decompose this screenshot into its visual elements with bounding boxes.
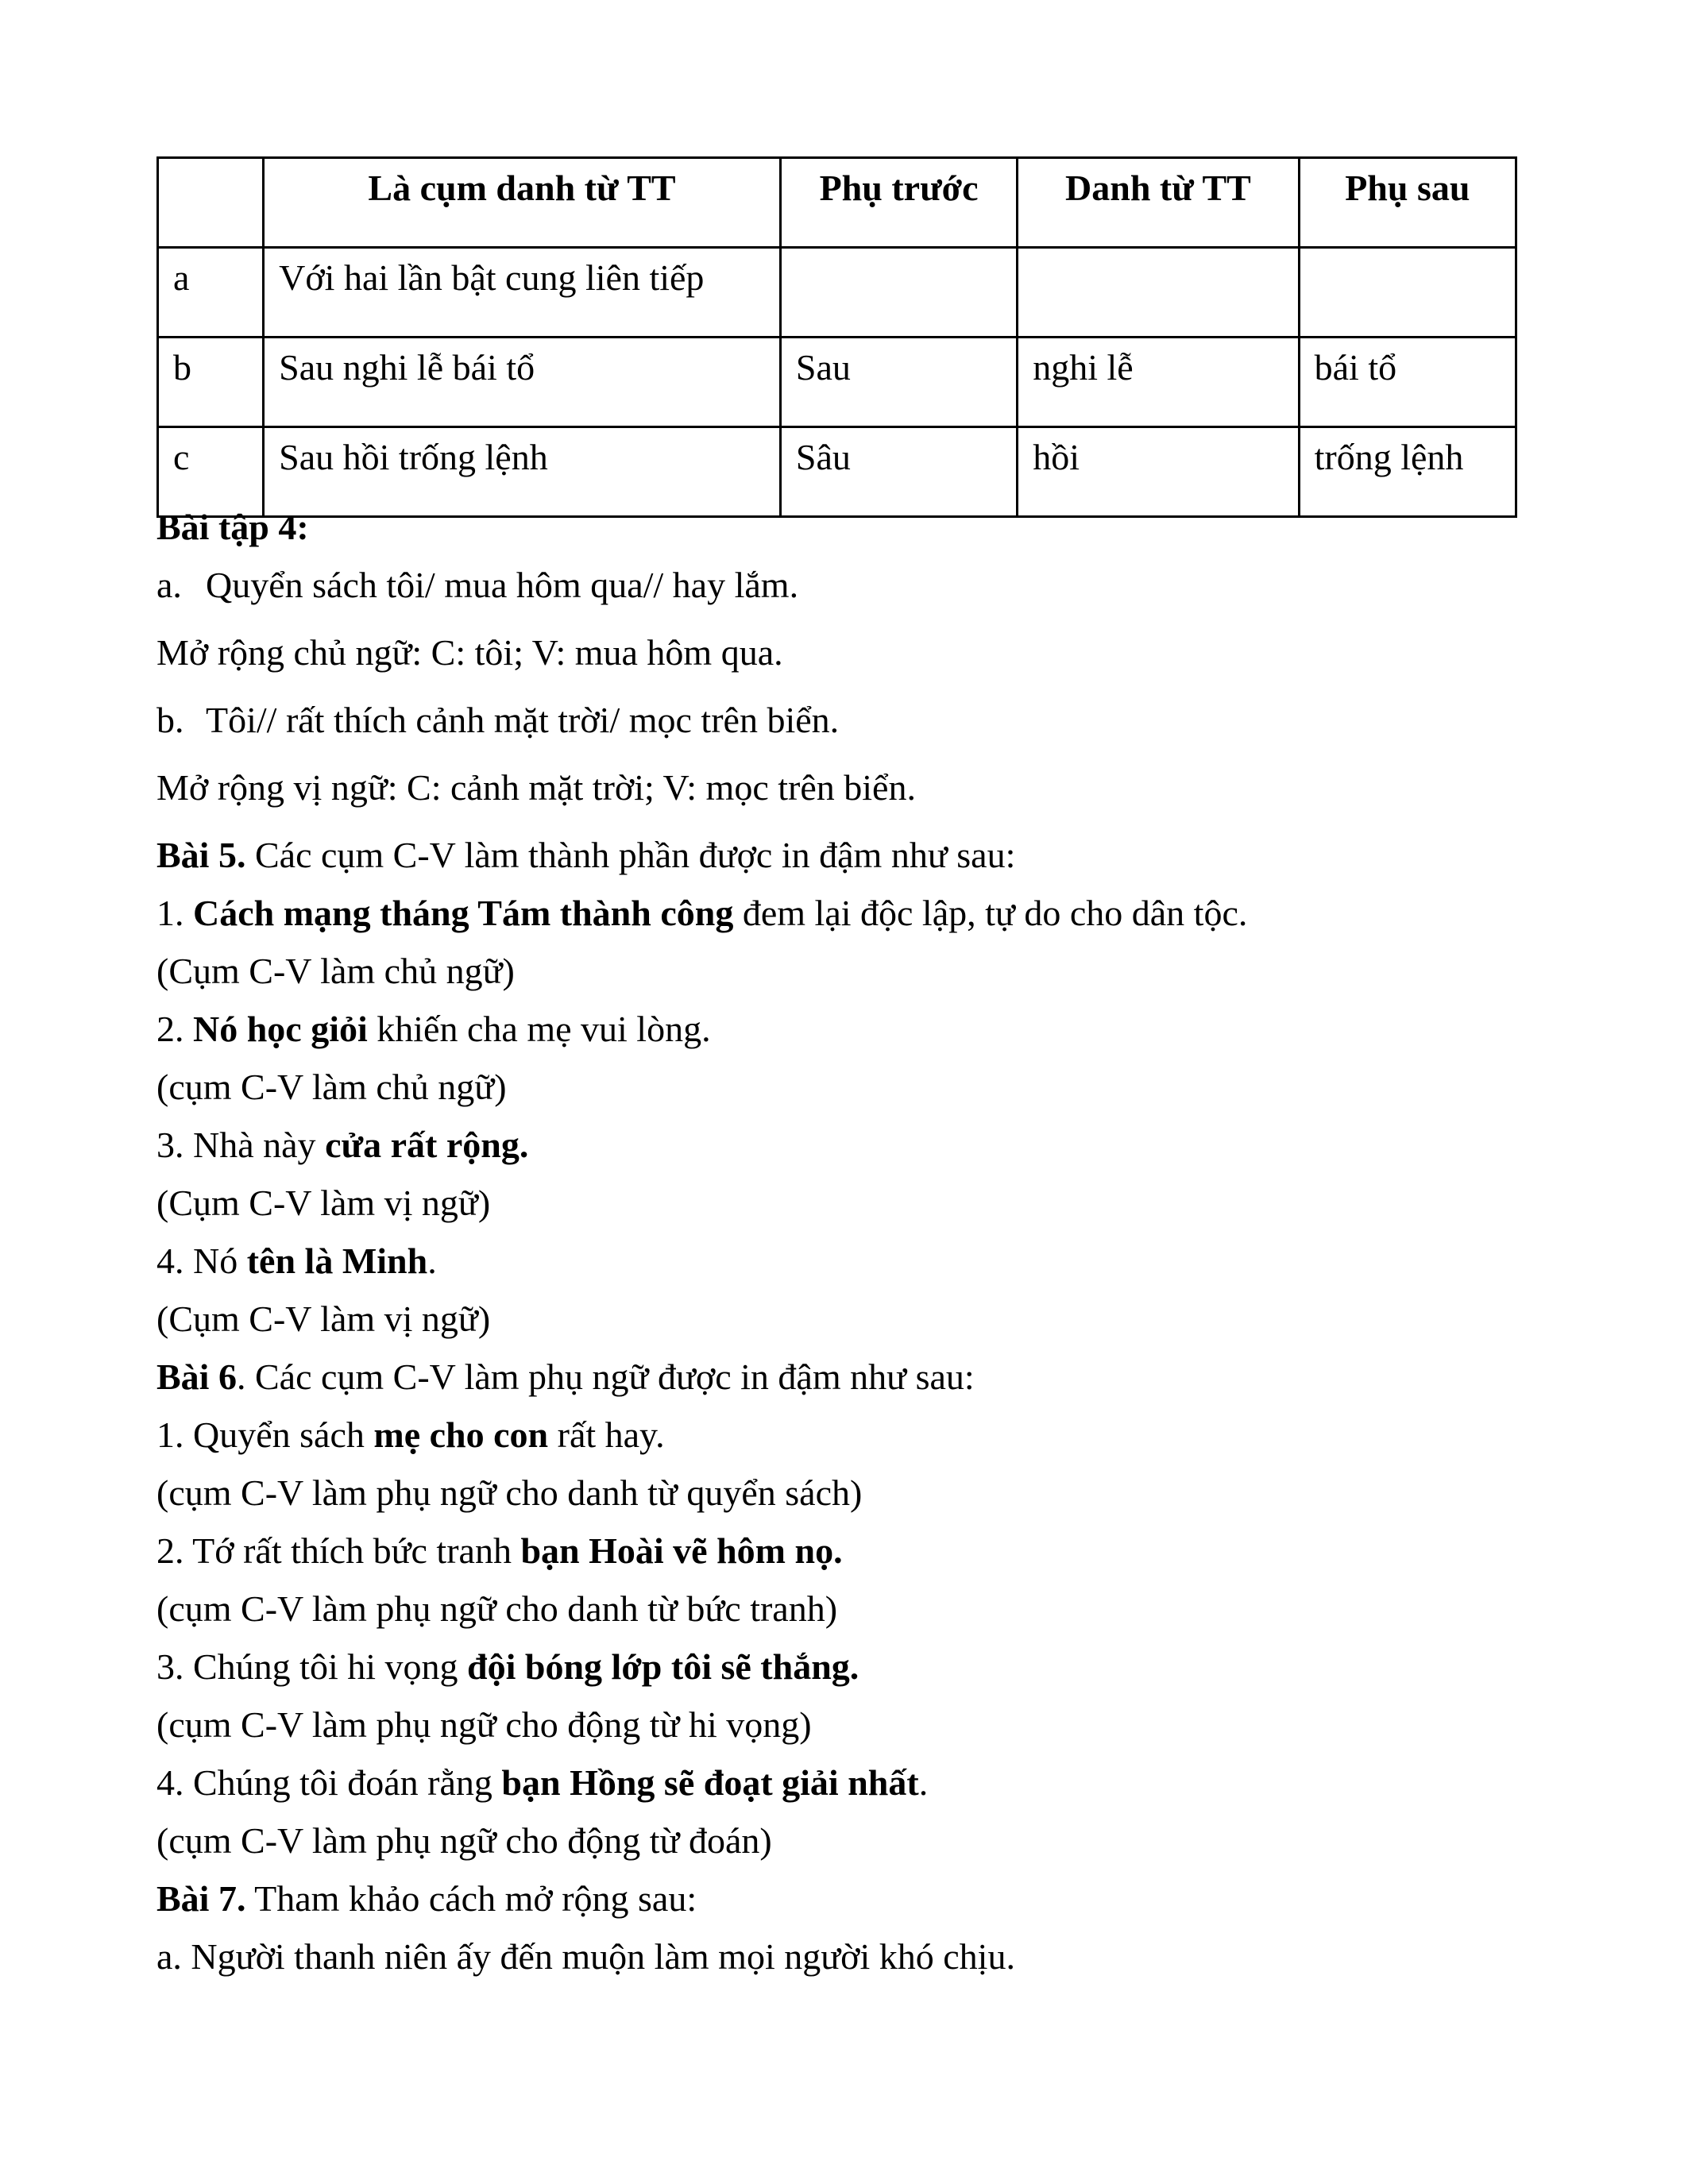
exercise-5-item: [156, 891, 1523, 949]
exercise-5-note: (Cụm C-V làm vị ngữ): [156, 1183, 491, 1223]
item-text: 4. Nó: [156, 1241, 247, 1281]
exercise-4-item-a: [156, 563, 1523, 631]
exercise-4-note-b: Mở rộng vị ngữ: C: cảnh mặt trời; V: mọc trên biển.: [156, 767, 916, 808]
item-text: 4. Chúng tôi đoán rằng: [156, 1762, 502, 1803]
table-cell: trống lệnh: [1299, 427, 1516, 517]
heading-intro: Tham khảo cách mở rộng sau:: [245, 1878, 697, 1919]
item-text: 2. Tớ rất thích bức tranh: [156, 1530, 521, 1571]
table-cell: Sâu: [780, 427, 1017, 517]
table-row: [158, 427, 1516, 517]
sentence-text: Tôi// rất thích cảnh mặt trời/ mọc trên biển.: [206, 700, 840, 740]
exercise-7-item-a: a. Người thanh niên ấy đến muộn làm mọi người khó chịu.: [156, 1936, 1015, 1977]
item-bold-text: bạn Hồng sẽ đoạt giải nhất: [501, 1762, 919, 1803]
item-text: đem lại độc lập, tự do cho dân tộc.: [733, 893, 1248, 933]
table-row: [158, 338, 1516, 427]
table-cell: Sau nghi lễ bái tổ: [264, 338, 781, 427]
item-bold-text: bạn Hoài vẽ hôm nọ.: [520, 1530, 843, 1571]
table-cell: [780, 248, 1017, 338]
table-header-row: [158, 158, 1516, 248]
item-text: 3. Nhà này: [156, 1125, 326, 1165]
table-header-cell: [158, 158, 264, 248]
table-cell: hồi: [1018, 427, 1299, 517]
table-row: [158, 248, 1516, 338]
exercise-6-item: [156, 1529, 1523, 1587]
table-cell: b: [158, 338, 264, 427]
table-cell: Sau hồi trống lệnh: [264, 427, 781, 517]
item-text: rất hay.: [548, 1414, 665, 1455]
exercise-6-item: [156, 1761, 1523, 1819]
table-header-cell: Danh từ TT: [1018, 158, 1299, 248]
table-cell: nghi lễ: [1018, 338, 1299, 427]
table-cell: [1018, 248, 1299, 338]
exercise-4-note-a: Mở rộng chủ ngữ: C: tôi; V: mua hôm qua.: [156, 632, 783, 673]
sentence-text: Quyển sách tôi/ mua hôm qua// hay lắm.: [206, 565, 799, 605]
table-cell: [1299, 248, 1516, 338]
item-bold-text: Cách mạng tháng Tám thành công: [193, 893, 734, 933]
exercise-6-heading: [156, 1355, 1523, 1413]
exercise-5-note: (Cụm C-V làm vị ngữ): [156, 1298, 491, 1339]
exercise-6-item: [156, 1413, 1523, 1471]
heading-text: Bài tập 4:: [156, 507, 309, 547]
item-bold-text: cửa rất rộng.: [325, 1125, 529, 1165]
item-text: .: [427, 1241, 437, 1281]
heading-intro: . Các cụm C-V làm phụ ngữ được in đậm như sau:: [236, 1356, 975, 1397]
exercise-7-heading: [156, 1877, 1523, 1935]
item-text: khiến cha mẹ vui lòng.: [367, 1009, 711, 1049]
exercise-5-note: (cụm C-V làm chủ ngữ): [156, 1067, 507, 1107]
exercise-6-note: (cụm C-V làm phụ ngữ cho động từ hi vọng): [156, 1704, 812, 1745]
item-text: 2.: [156, 1009, 193, 1049]
exercise-6-note: (cụm C-V làm phụ ngữ cho danh từ bức tranh): [156, 1588, 838, 1629]
exercise-5-note: (Cụm C-V làm chủ ngữ): [156, 951, 515, 991]
exercise-content: [156, 505, 1523, 1993]
exercise-6-item: [156, 1645, 1523, 1703]
item-bold-text: đội bóng lớp tôi sẽ thắng.: [467, 1646, 859, 1687]
exercise-6-note: (cụm C-V làm phụ ngữ cho động từ đoán): [156, 1820, 772, 1861]
exercise-4-item-b: [156, 698, 1523, 766]
exercise-4-heading: [156, 505, 1523, 563]
noun-phrase-table: [156, 156, 1517, 518]
exercise-5-item: [156, 1239, 1523, 1297]
item-text: 3. Chúng tôi hi vọng: [156, 1646, 468, 1687]
exercise-6-note: (cụm C-V làm phụ ngữ cho danh từ quyển sách): [156, 1472, 863, 1513]
item-text: .: [918, 1762, 929, 1803]
item-text: 1.: [156, 893, 193, 933]
exercise-5-item: [156, 1123, 1523, 1181]
exercise-5-item: [156, 1007, 1523, 1065]
heading-text: Bài 7.: [156, 1878, 246, 1919]
item-bold-text: Nó học giỏi: [193, 1009, 368, 1049]
heading-intro: Các cụm C-V làm thành phần được in đậm như sau:: [245, 835, 1016, 875]
table-cell: Sau: [780, 338, 1017, 427]
item-bold-text: tên là Minh: [246, 1241, 428, 1281]
heading-text: Bài 6: [156, 1356, 237, 1397]
table-cell: a: [158, 248, 264, 338]
list-marker: b.: [156, 700, 184, 740]
exercise-5-heading: [156, 833, 1523, 891]
table-cell: c: [158, 427, 264, 517]
table-header-cell: Phụ sau: [1299, 158, 1516, 248]
item-bold-text: mẹ cho con: [373, 1414, 549, 1455]
table-header-cell: Là cụm danh từ TT: [264, 158, 781, 248]
table-cell: bái tổ: [1299, 338, 1516, 427]
item-text: 1. Quyển sách: [156, 1414, 374, 1455]
heading-text: Bài 5.: [156, 835, 246, 875]
table-cell: Với hai lần bật cung liên tiếp: [264, 248, 781, 338]
table-header-cell: Phụ trước: [780, 158, 1017, 248]
list-marker: a.: [156, 565, 182, 605]
